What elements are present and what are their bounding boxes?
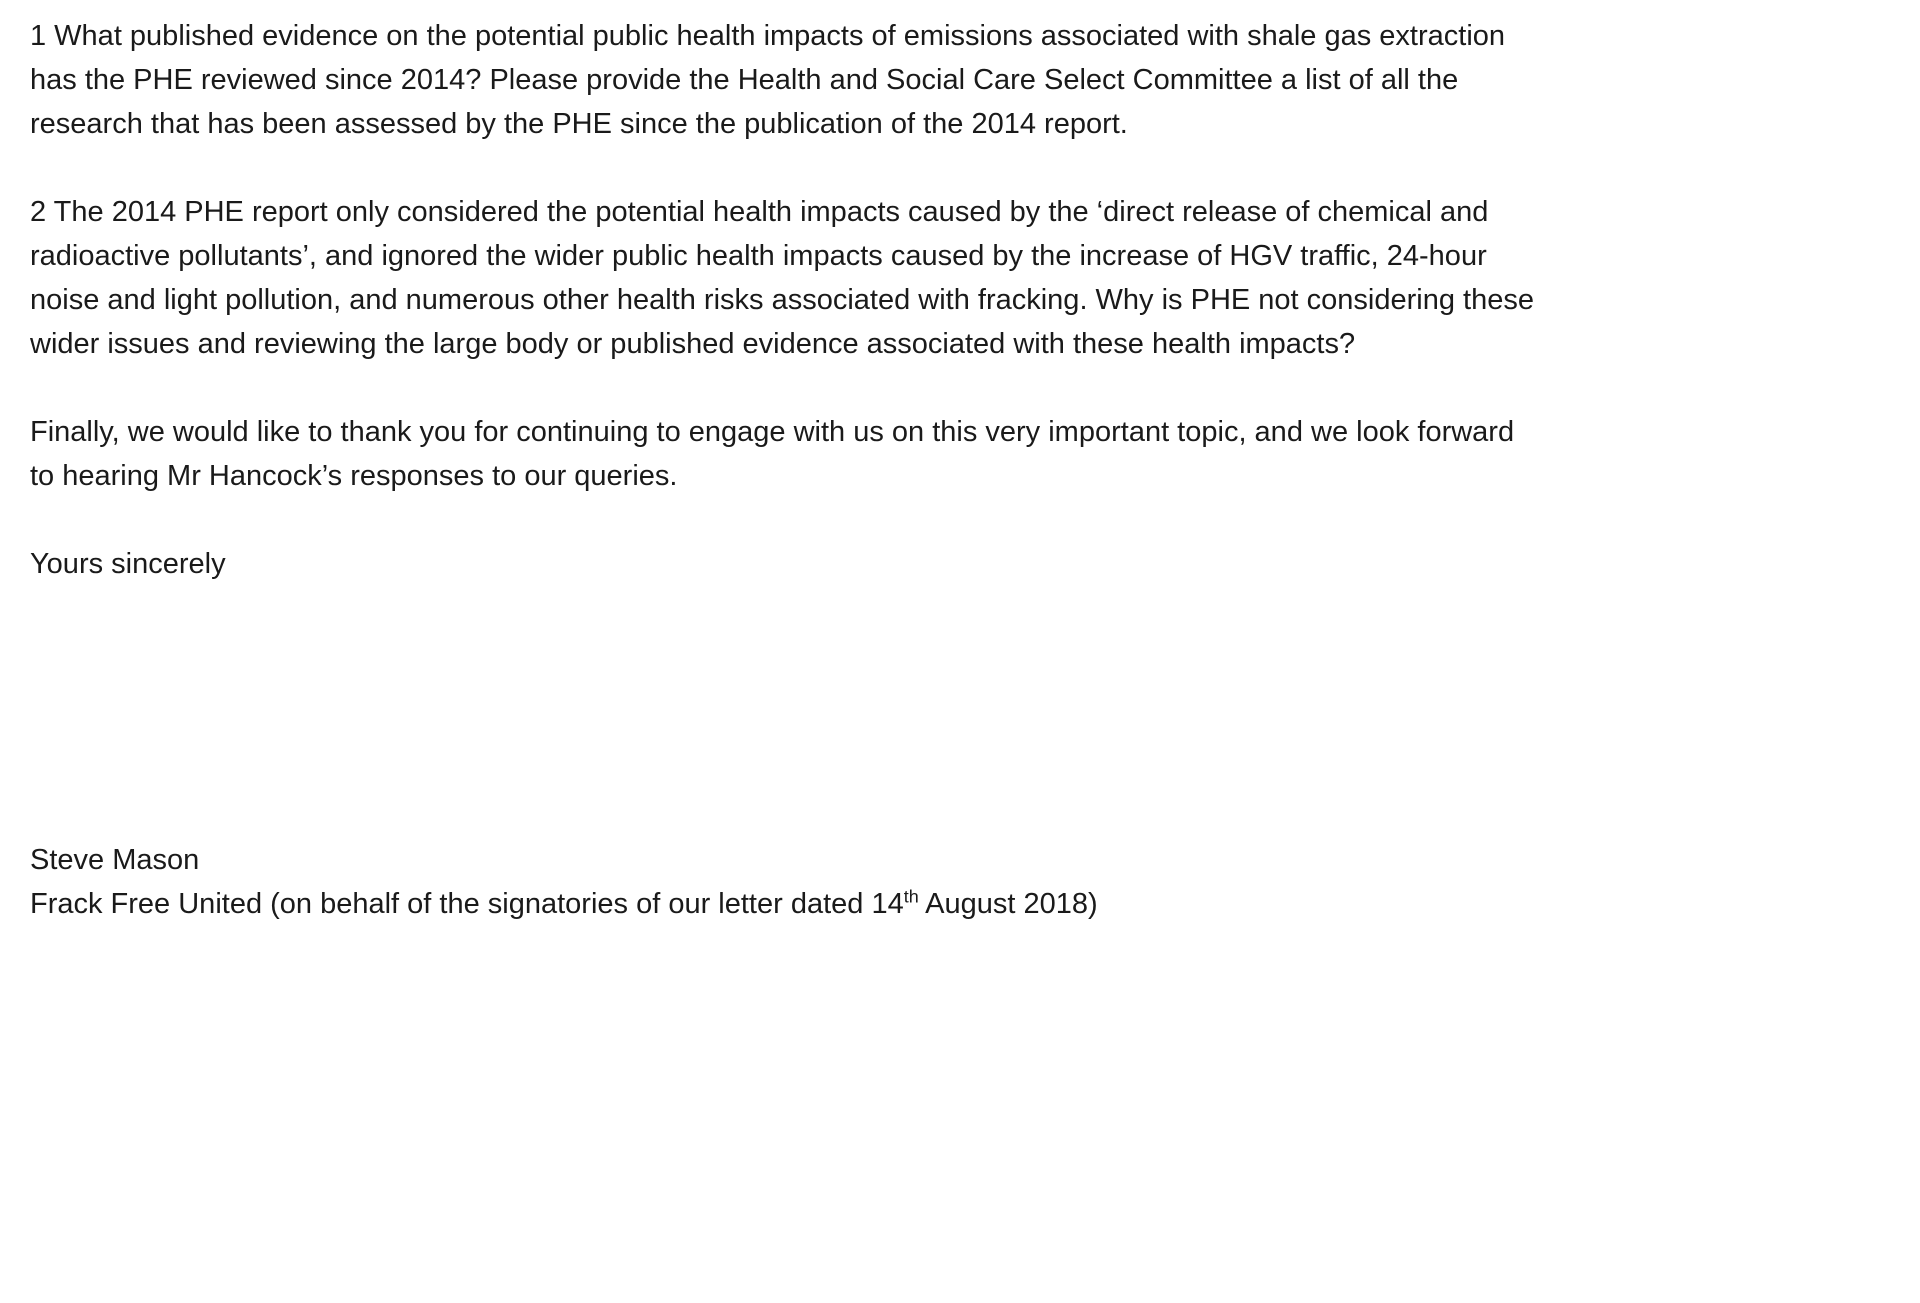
signature-organisation-suffix: August 2018) [918, 888, 1098, 920]
closing-salutation: Yours sincerely [30, 548, 226, 580]
letter-body [30, 14, 1542, 926]
paragraph-question-1: 1 What published evidence on the potential public health impacts of emissions associated with shale gas extraction has the PHE reviewed since 2014? Please provide the Health and Social Care Select Committee a list of all the research that has been assessed by the PHE since the publication of the 2014 report. [30, 20, 1506, 140]
signature-organisation-prefix: Frack Free United (on behalf of the signatories of our letter dated 14 [30, 888, 904, 920]
signature-block [30, 838, 1542, 926]
signature-date-ordinal: th [903, 886, 919, 907]
signature-organisation [30, 882, 1542, 926]
paragraph-thanks: Finally, we would like to thank you for continuing to engage with us on this very important topic, and we look forward to hearing Mr Hancock’s responses to our queries. [30, 416, 1515, 492]
signature-name: Steve Mason [30, 844, 200, 876]
paragraph-question-2: 2 The 2014 PHE report only considered the potential health impacts caused by the ‘direct release of chemical and radioactive pollutants’, and ignored the wider public health impacts caused by the increase of HGV traffic, 24-hour noise and light pollution, and numerous other health risks associated with fracking. Why is PHE not considering these wider issues and reviewing the large body or published evidence associated with these health impacts? [30, 196, 1534, 360]
